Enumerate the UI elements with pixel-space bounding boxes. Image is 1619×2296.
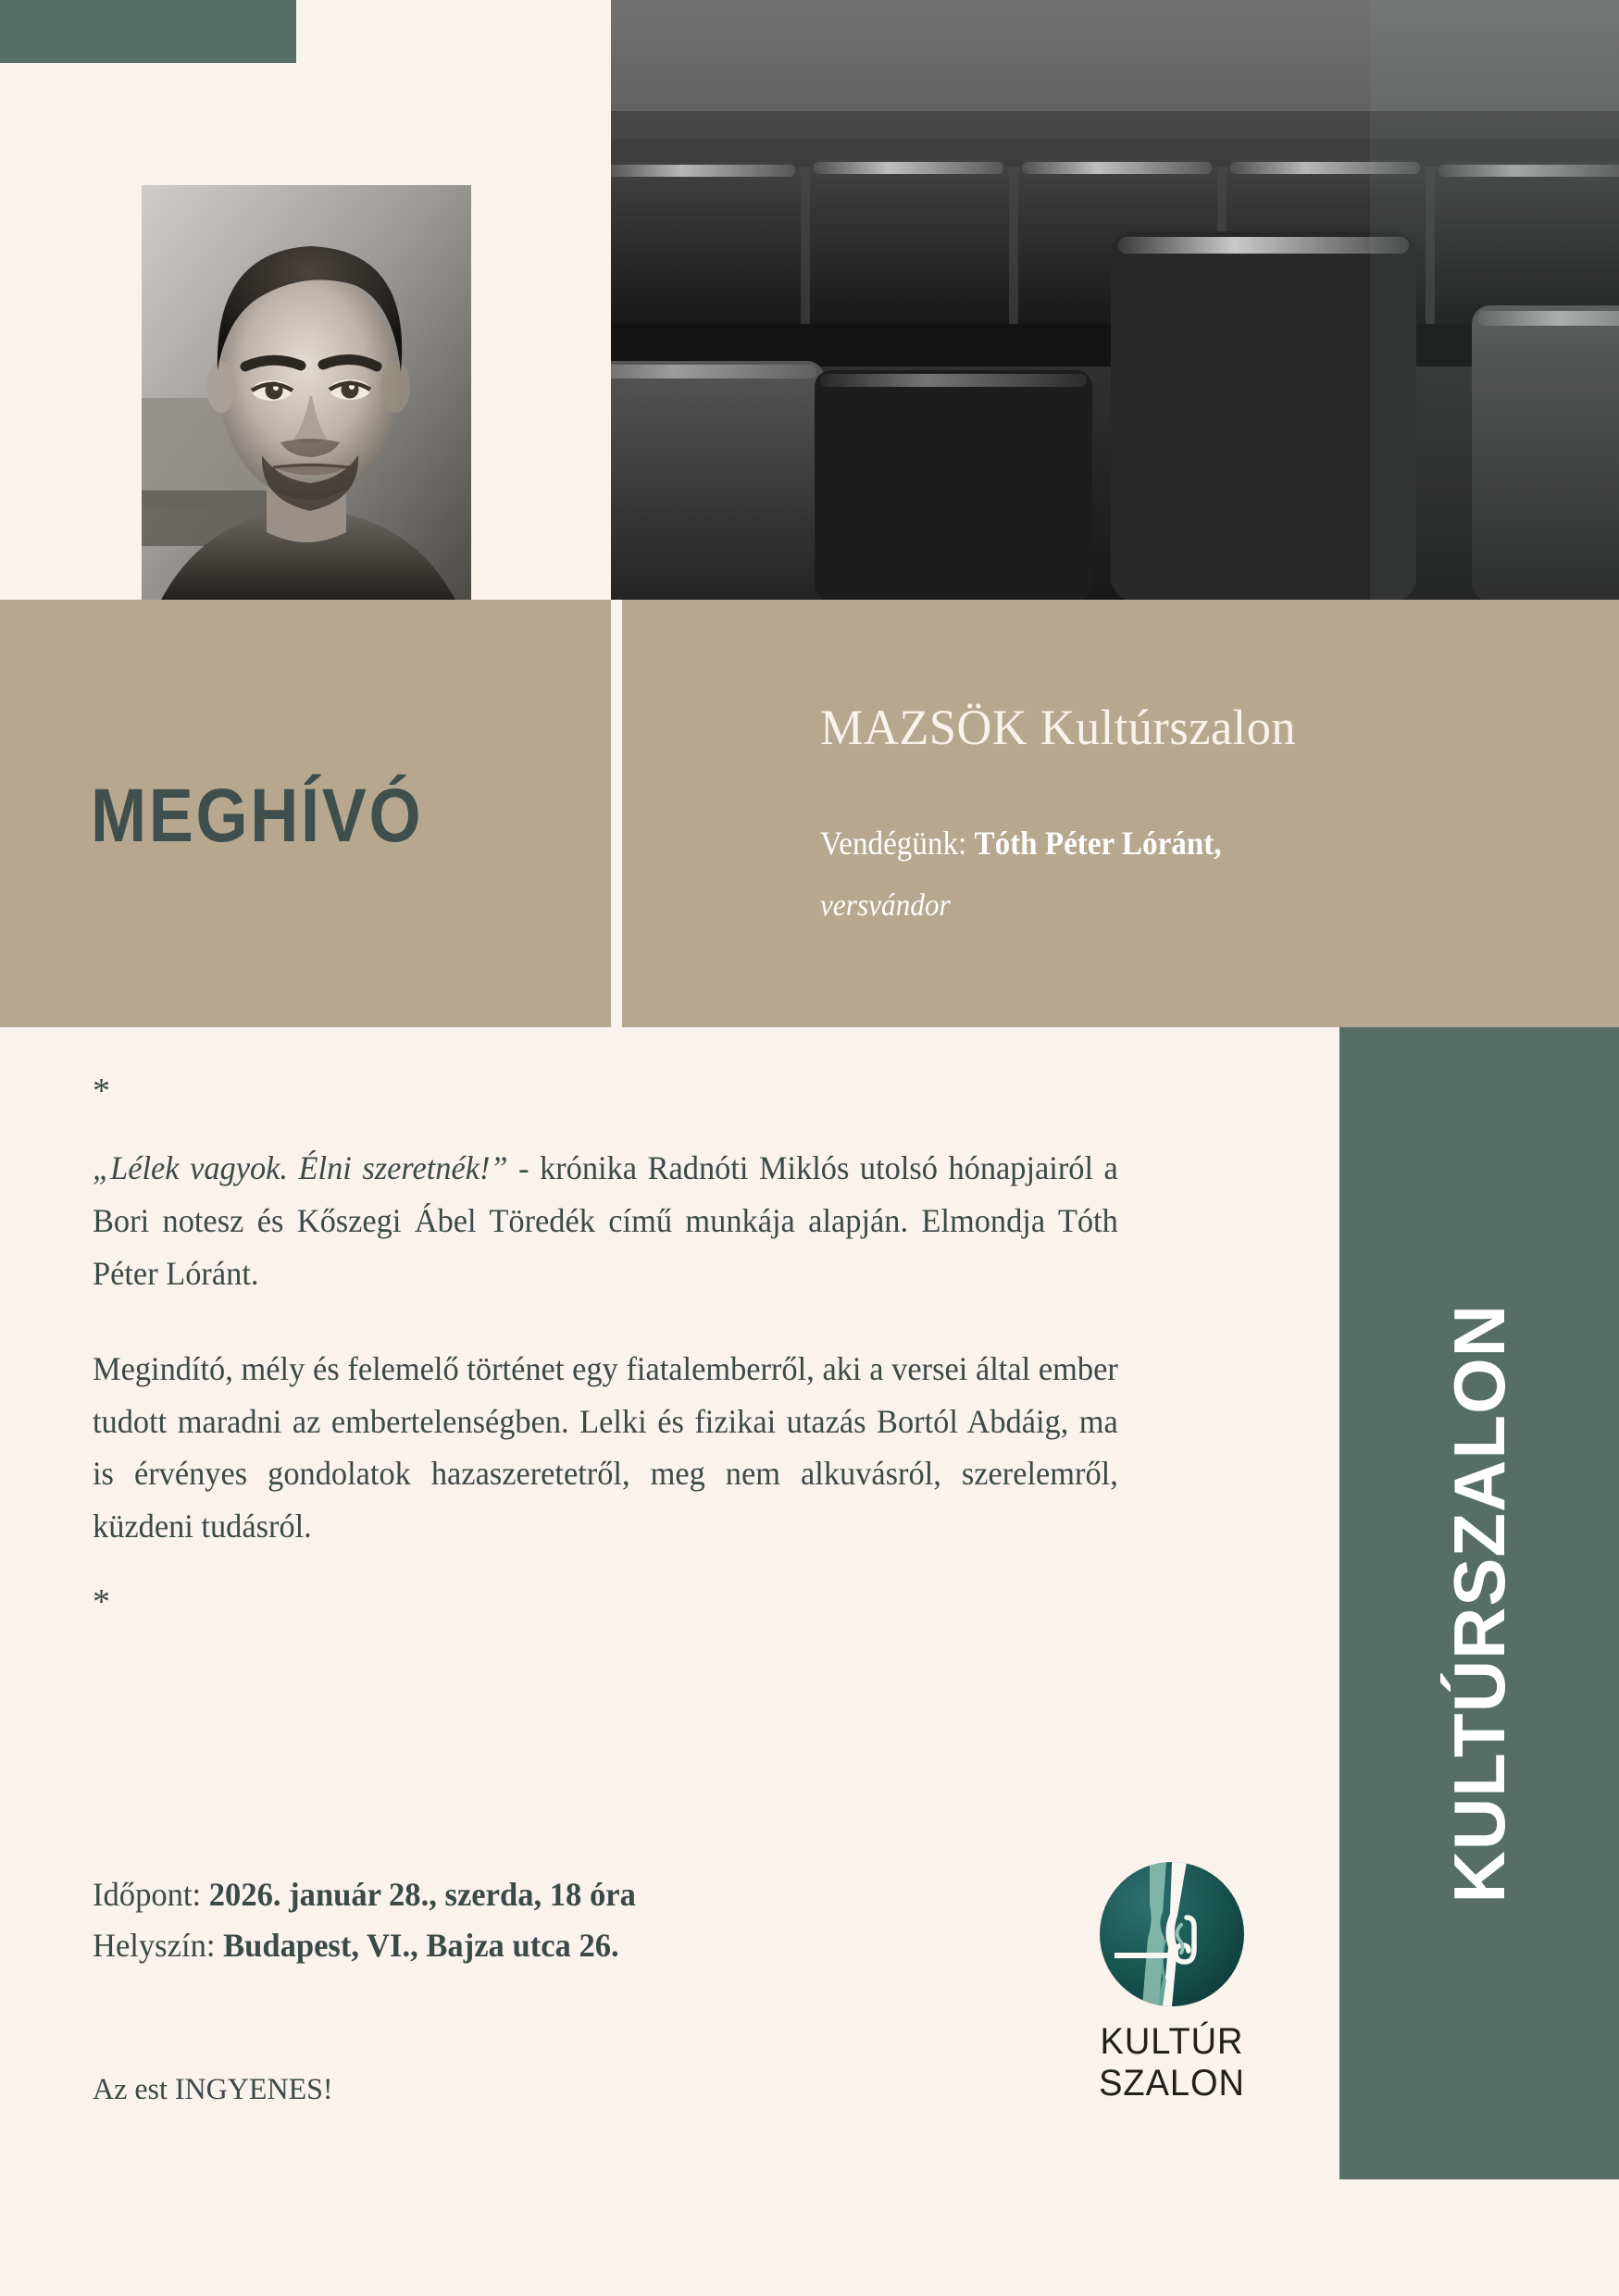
event-place-row	[93, 1920, 892, 1971]
logo-wordmark	[1076, 2021, 1269, 2104]
event-time-label: Időpont:	[93, 1876, 202, 1913]
series-title: MAZSÖK Kultúrszalon	[820, 700, 1297, 755]
free-entry-note: Az est INGYENES!	[93, 2073, 333, 2106]
guest-line	[820, 824, 1222, 863]
paragraph-2: Megindító, mély és felemelő történet egy fiatalemberről, aki a versei által ember tudott maradni az embertelenségben. Lelki és fizikai utazás Bortól Abdáig, ma is érvényes gondolatok hazaszeretetről, meg nem alkuvásról, szerelemről, küzdeni tudásról.	[93, 1349, 1118, 1545]
series-panel	[622, 600, 1619, 1027]
sidebar-label: KULTÚRSZALON	[1438, 1303, 1520, 1904]
logo-line-1: KULTÚR	[1100, 2021, 1244, 2062]
guest-name: Tóth Péter Lóránt,	[974, 825, 1222, 862]
paragraph-1	[93, 1142, 1118, 1300]
body-copy	[93, 1074, 1166, 1620]
paragraph-1-rest: - krónika Radnóti Miklós utolsó hónapjairól a Bori notesz és Kőszegi Ábel Töredék című munkája alapján. Elmondja Tóth Péter Lóránt.	[93, 1149, 1118, 1292]
event-details	[93, 1869, 892, 1970]
kultur-szalon-logo	[1070, 1860, 1274, 2138]
portrait-photo	[142, 185, 471, 602]
sidebar-panel	[1339, 1027, 1619, 2179]
event-time-row	[93, 1869, 892, 1920]
event-place-label: Helyszín:	[93, 1926, 216, 1964]
theater-seats-photo	[611, 0, 1619, 600]
event-place-value: Budapest, VI., Bajza utca 26.	[223, 1926, 619, 1964]
logo-line-2: SZALON	[1099, 2062, 1245, 2104]
event-time-value: 2026. január 28., szerda, 18 óra	[208, 1876, 636, 1913]
top-accent-bar	[0, 0, 296, 63]
program-quote: „Lélek vagyok. Élni szeretnék!”	[93, 1149, 508, 1186]
kultur-szalon-logo-icon	[1098, 1860, 1246, 2008]
star-divider-bottom: *	[93, 1582, 110, 1622]
guest-label: Vendégünk:	[820, 825, 967, 862]
star-divider-top: *	[93, 1072, 110, 1111]
page-title: MEGHÍVÓ	[91, 774, 424, 858]
guest-role: versvándor	[820, 888, 951, 923]
